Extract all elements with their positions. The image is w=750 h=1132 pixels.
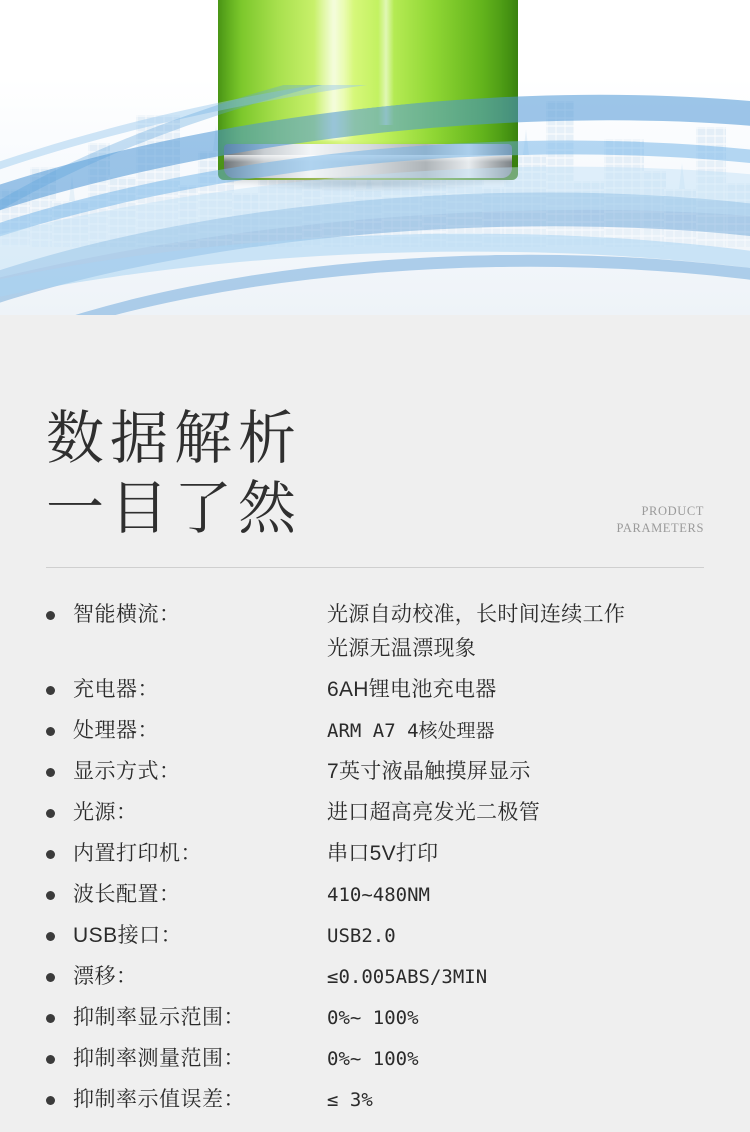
- spec-value: [327, 919, 704, 953]
- spec-row: [46, 878, 704, 912]
- bullet-icon: [46, 1055, 55, 1064]
- spec-label: 内置打印机：: [73, 842, 202, 865]
- parameters-section: [0, 315, 750, 1117]
- spec-row: [46, 598, 704, 666]
- spec-row: [46, 837, 704, 871]
- side-label-line2: PARAMETERS: [616, 521, 704, 535]
- spec-row: [46, 755, 704, 789]
- spec-label: 抑制率示值误差：: [73, 1088, 245, 1111]
- spec-row: [46, 1001, 704, 1035]
- bullet-icon: [46, 932, 55, 941]
- spec-value: [327, 960, 704, 994]
- blue-wave-ribbons: [0, 85, 750, 315]
- spec-value-line: 410~480NM: [327, 884, 430, 906]
- spec-value-line: 0%~ 100%: [327, 1048, 419, 1070]
- spec-value: [327, 755, 704, 789]
- bullet-icon: [46, 611, 55, 620]
- spec-value: [327, 1001, 704, 1035]
- section-heading: [0, 315, 750, 543]
- spec-value-line: 6AH锂电池充电器: [327, 678, 497, 701]
- spec-value: [327, 714, 704, 748]
- spec-label: 抑制率显示范围：: [73, 1006, 245, 1029]
- spec-value: [327, 598, 704, 666]
- bullet-icon: [46, 1096, 55, 1105]
- spec-label: 漂移：: [73, 965, 138, 988]
- spec-value: [327, 673, 704, 707]
- bullet-icon: [46, 973, 55, 982]
- spec-row: [46, 960, 704, 994]
- spec-row: [46, 1042, 704, 1076]
- spec-value-line: 7英寸液晶触摸屏显示: [327, 760, 531, 783]
- spec-value: [327, 1042, 704, 1076]
- spec-label: 充电器：: [73, 678, 159, 701]
- spec-value-line: ≤ 3%: [327, 1089, 373, 1111]
- spec-label: 显示方式：: [73, 760, 181, 783]
- page-title-line1: 数据解析: [46, 406, 303, 471]
- spec-value: [327, 1083, 704, 1117]
- spec-row: [46, 714, 704, 748]
- spec-value: [327, 837, 704, 871]
- spec-row: [46, 1083, 704, 1117]
- spec-label: 抑制率测量范围：: [73, 1047, 245, 1070]
- bullet-icon: [46, 686, 55, 695]
- spec-value-line: ≤0.005ABS/3MIN: [327, 966, 488, 988]
- spec-value-line: ARM A7 4核处理器: [327, 720, 495, 742]
- spec-value-line: 0%~ 100%: [327, 1007, 419, 1029]
- bullet-icon: [46, 1014, 55, 1023]
- spec-value-line: 光源无温漂现象: [327, 637, 477, 660]
- spec-list: [0, 598, 750, 1117]
- spec-value-line: 串口5V打印: [327, 842, 439, 865]
- spec-label: 智能横流：: [73, 603, 181, 626]
- hero-banner: [0, 0, 750, 315]
- side-label-line1: PRODUCT: [641, 504, 704, 518]
- spec-row: [46, 919, 704, 953]
- section-side-label: [616, 503, 704, 537]
- spec-value-line: 进口超高亮发光二极管: [327, 801, 540, 824]
- spec-label: 波长配置：: [73, 883, 181, 906]
- section-divider: [46, 567, 704, 568]
- spec-value: [327, 796, 704, 830]
- spec-label: 处理器：: [73, 719, 159, 742]
- bullet-icon: [46, 809, 55, 818]
- spec-label: USB接口：: [73, 924, 183, 947]
- spec-row: [46, 796, 704, 830]
- bullet-icon: [46, 891, 55, 900]
- bullet-icon: [46, 850, 55, 859]
- spec-row: [46, 673, 704, 707]
- bullet-icon: [46, 768, 55, 777]
- spec-value: [327, 878, 704, 912]
- spec-value-line: 光源自动校准，长时间连续工作: [327, 603, 626, 626]
- page-title-line2: 一目了然: [46, 476, 303, 541]
- bullet-icon: [46, 727, 55, 736]
- spec-label: 光源：: [73, 801, 138, 824]
- spec-value-line: USB2.0: [327, 925, 396, 947]
